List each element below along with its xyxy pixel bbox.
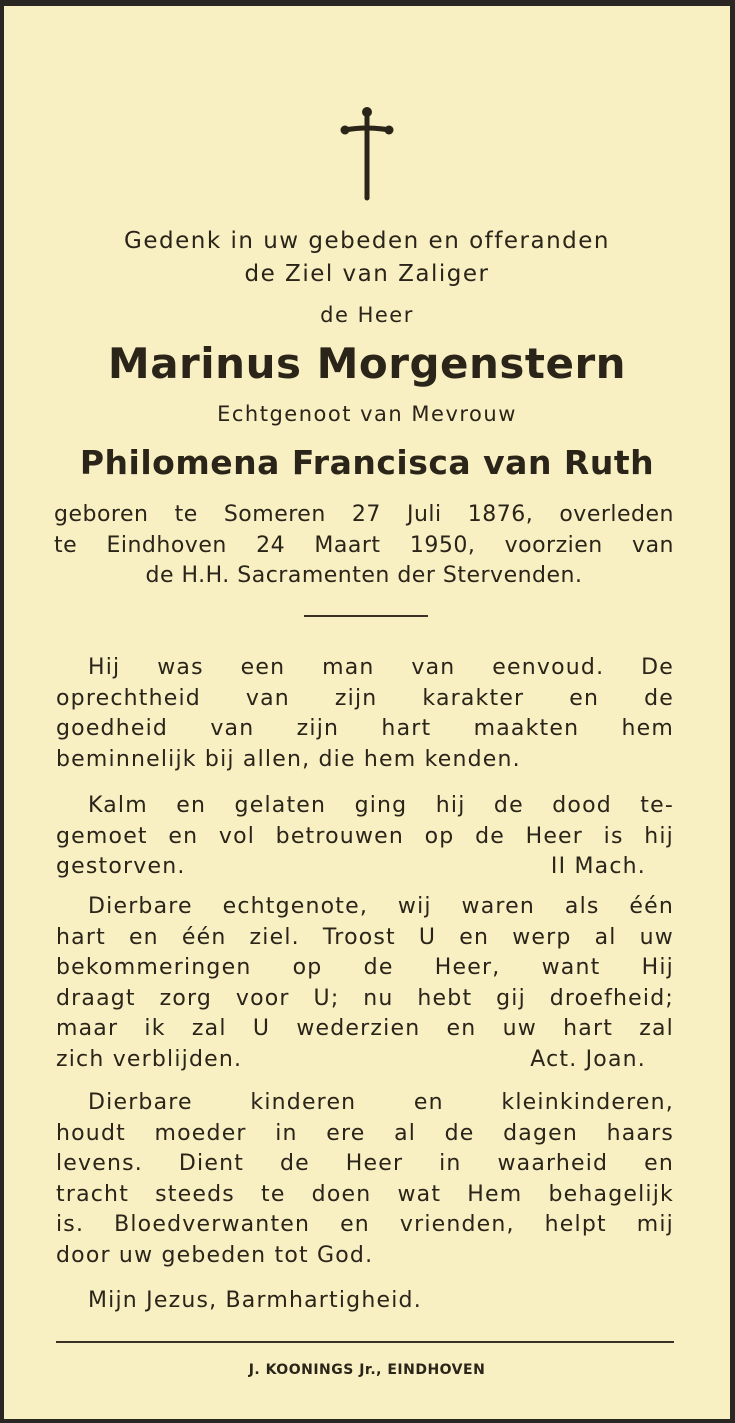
death-line: te Eindhoven 24 Maart 1950, voorzien van (54, 532, 674, 558)
text-line: goedheid van zijn hart maakten hem (56, 716, 674, 741)
bottom-divider (56, 1341, 674, 1343)
text-line: beminnelijk bij allen, die hem kenden. (56, 746, 521, 772)
text-line: Dierbare echtgenote, wij waren als één (88, 894, 674, 919)
text-line: gemoet en vol betrouwen op de Heer is hij (56, 823, 674, 849)
sacrament-line: de H.H. Sacramenten der Stervenden. (145, 563, 583, 588)
scripture-reference: II Mach. (550, 854, 646, 879)
text-line: maar ik zal U wederzien en uw hart zal (56, 1016, 674, 1041)
paragraph-children (56, 1088, 674, 1271)
soul-line: de Ziel van Zaliger (244, 261, 490, 287)
text-line: Dierbare kinderen en kleinkinderen, (88, 1090, 674, 1115)
text-line: houdt moeder in ere al de dagen haars (56, 1120, 674, 1146)
text-line: bekommeringen op de Heer, want Hij (56, 955, 674, 980)
spouse-name: Philomena Francisca van Ruth (79, 443, 655, 482)
memorial-card (4, 6, 730, 1419)
text-line: levens. Dient de Heer in waarheid en (56, 1151, 674, 1176)
birth-death-details (54, 500, 674, 592)
text-line: Kalm en gelaten ging hij de dood te- (88, 793, 674, 818)
text-line: is. Bloedverwanten en vrienden, helpt mij (56, 1212, 674, 1237)
text-line: Hij was een man van eenvoud. De (88, 655, 674, 680)
birth-line: geboren te Someren 27 Juli 1876, overleden (54, 502, 674, 527)
text-line (56, 1045, 674, 1076)
cross-icon (339, 106, 395, 206)
text-fragment: zich verblijden. (56, 1046, 243, 1072)
text-line (56, 852, 674, 883)
text-line: door uw gebeden tot God. (56, 1242, 374, 1268)
text-line: tracht steeds te doen wat Hem behagelijk (56, 1181, 674, 1207)
text-line: Mijn Jezus, Barmhartigheid. (88, 1288, 422, 1313)
text-line: hart en één ziel. Troost U en werp al uw (56, 924, 674, 950)
title-line: de Heer (320, 303, 414, 327)
text-line: oprechtheid van zijn karakter en de (56, 685, 674, 711)
printer-credit: J. KOONINGS Jr., EINDHOVEN (248, 1362, 486, 1378)
deceased-name: Marinus Morgenstern (107, 339, 627, 388)
paragraph-character (56, 653, 674, 775)
paragraph-spouse (56, 892, 674, 1075)
text-fragment: gestorven. (56, 854, 186, 879)
paragraph-death (56, 791, 674, 883)
scripture-reference: Act. Joan. (530, 1046, 646, 1072)
spouse-label: Echtgenoot van Mevrouw (217, 402, 517, 426)
prayer-line: Gedenk in uw gebeden en offeranden (124, 228, 610, 254)
closing-prayer (56, 1286, 674, 1317)
divider (304, 615, 428, 617)
text-line: draagt zorg voor U; nu hebt gij droefheid; (56, 985, 674, 1011)
